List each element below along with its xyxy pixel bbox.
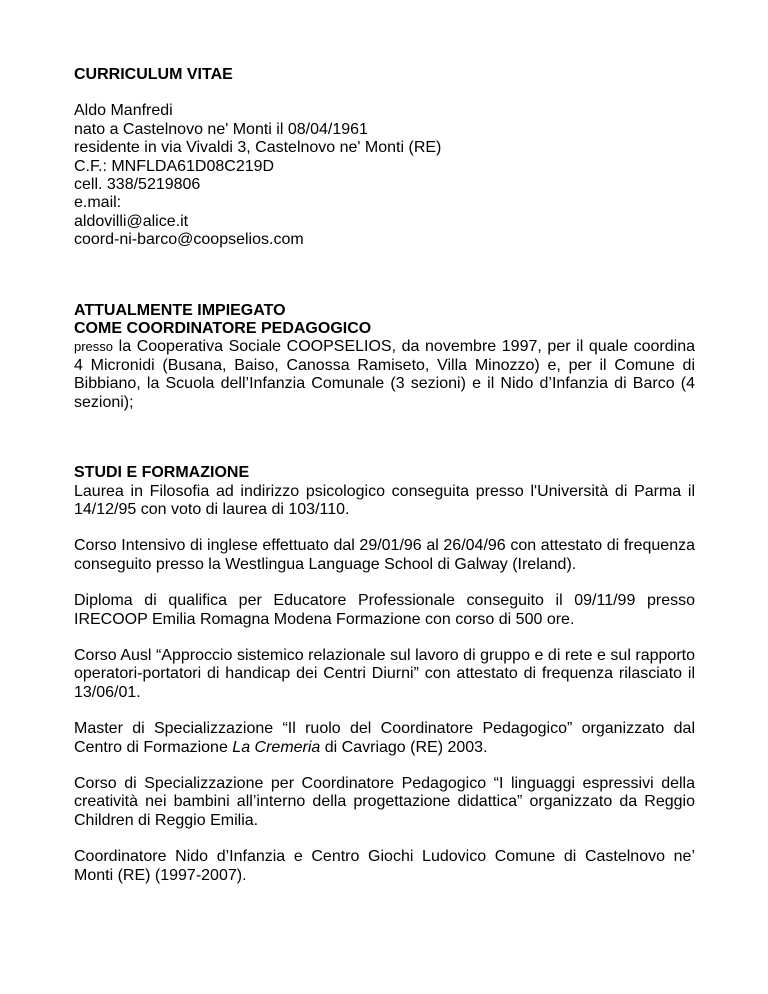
master-text-after: di Cavriago (RE) 2003.: [320, 738, 488, 756]
contact-block: [74, 102, 695, 249]
contact-email-1: aldovilli@alice.it: [74, 212, 189, 230]
employment-text: [74, 338, 695, 412]
contact-address: residente in via Vivaldi 3, Castelnovo ne' Monti (RE): [74, 139, 442, 157]
employment-heading-1: ATTUALMENTE IMPIEGATO: [74, 301, 286, 319]
contact-phone: cell. 338/5219806: [74, 176, 201, 194]
document-page: [74, 63, 695, 903]
contact-email-2: coord-ni-barco@coopselios.com: [74, 231, 304, 249]
document-title: CURRICULUM VITAE: [74, 66, 233, 83]
study-item: Diploma di qualifica per Educatore Professionale conseguito il 09/11/99 presso IRECOOP Emilia Romagna Modena Formazione con corso di 500 ore.: [74, 592, 695, 628]
master-text-italic: La Cremeria: [232, 738, 321, 756]
master-text-before: Master di Specializzazione “Il ruolo del Coordinatore Pedagogico” organizzato dal Centro di Formazione: [74, 720, 695, 756]
study-item: Corso di Specializzazione per Coordinatore Pedagogico “I linguaggi espressivi della creatività nei bambini all’interno della progettazione didattica” organizzato da Reggio Children di Reggio Emilia.: [74, 774, 695, 829]
study-item: Laurea in Filosofia ad indirizzo psicologico conseguita presso l'Università di Parma il 14/12/95 con voto di laurea di 103/110.: [74, 482, 695, 518]
contact-tax-code: C.F.: MNFLDA61D08C219D: [74, 157, 275, 175]
study-item-master: [74, 720, 695, 757]
studies-heading: STUDI E FORMAZIONE: [74, 464, 250, 482]
contact-name: Aldo Manfredi: [74, 102, 173, 120]
employment-section: [74, 302, 695, 412]
employment-body: la Cooperativa Sociale COOPSELIOS, da novembre 1997, per il quale coordina 4 Micronidi (Busana, Baiso, Canossa Ramiseto, Villa Minozzo) e, per il Comune di Bibbiano, la Scuola dell’Infanzia Comunale (3 sezioni) e il Nido d’Infanzia di Barco (4 sezioni);: [74, 338, 695, 411]
contact-birth: nato a Castelnovo ne' Monti il 08/04/1961: [74, 120, 368, 138]
employment-prefix: presso: [74, 339, 114, 355]
contact-email-label: e.mail:: [74, 194, 122, 212]
employment-heading-2: COME COORDINATORE PEDAGOGICO: [74, 320, 372, 338]
study-item: Corso Intensivo di inglese effettuato dal 29/01/96 al 26/04/96 con attestato di frequenza conseguito presso la Westlingua Language School di Galway (Ireland).: [74, 537, 695, 573]
study-item: Corso Ausl “Approccio sistemico relazionale sul lavoro di gruppo e di rete e sul rapporto operatori-portatori di handicap dei Centri Diurni” con attestato di frequenza rilasciato il 13/06/01.: [74, 646, 695, 701]
study-item: Coordinatore Nido d’Infanzia e Centro Giochi Ludovico Comune di Castelnovo ne’ Monti (RE) (1997-2007).: [74, 848, 695, 884]
studies-section: [74, 464, 695, 885]
